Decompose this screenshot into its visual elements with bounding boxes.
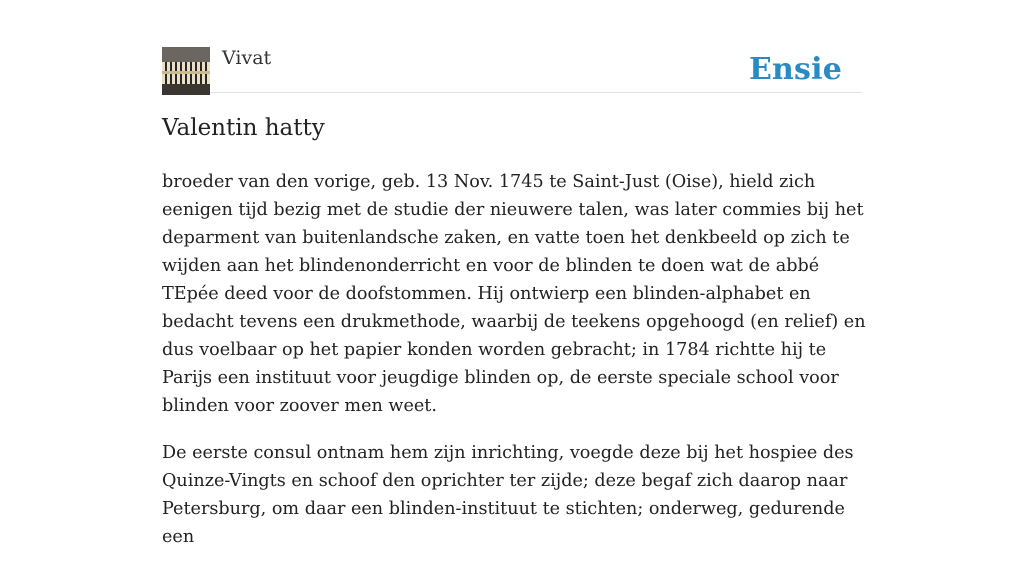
paragraph: broeder van den vorige, geb. 13 Nov. 1745 te Saint-Just (Oise), hield zich eenigen tijd bezig met de studie der nieuwere talen, was later commies bij het deparment van buitenlandsche zaken, en vatte toen het denkbeeld op zich te wijden aan het blindenonderricht en voor de blinden te doen wat de abbé TEpée deed voor de doofstommen. Hij ontwierp een blinden-alphabet en bedacht tevens een drukmethode, waarbij de teekens opgehoogd (en relief) en dus voelbaar op het papier konden worden gebracht; in 1784 richtte hij te Parijs een instituut voor jeugdige blinden op, de eerste speciale school voor blinden voor zoover men weet. bbox=[162, 172, 866, 416]
book-spines-icon bbox=[162, 47, 210, 95]
article-body bbox=[162, 168, 867, 570]
author-name[interactable]: Vivat bbox=[222, 47, 272, 69]
paragraph: De eerste consul ontnam hem zijn inrichting, voegde deze bij het hospiee des Quinze-Vingts en schoof den oprichter ter zijde; deze begaf zich daarop naar Petersburg, om daar een blinden-instituut te stichten; onderweg, gedurende een bbox=[162, 443, 854, 547]
avatar[interactable] bbox=[162, 47, 210, 95]
header bbox=[162, 45, 862, 93]
brand-logo[interactable]: Ensie bbox=[748, 52, 842, 87]
page-title: Valentin hatty bbox=[162, 115, 325, 141]
